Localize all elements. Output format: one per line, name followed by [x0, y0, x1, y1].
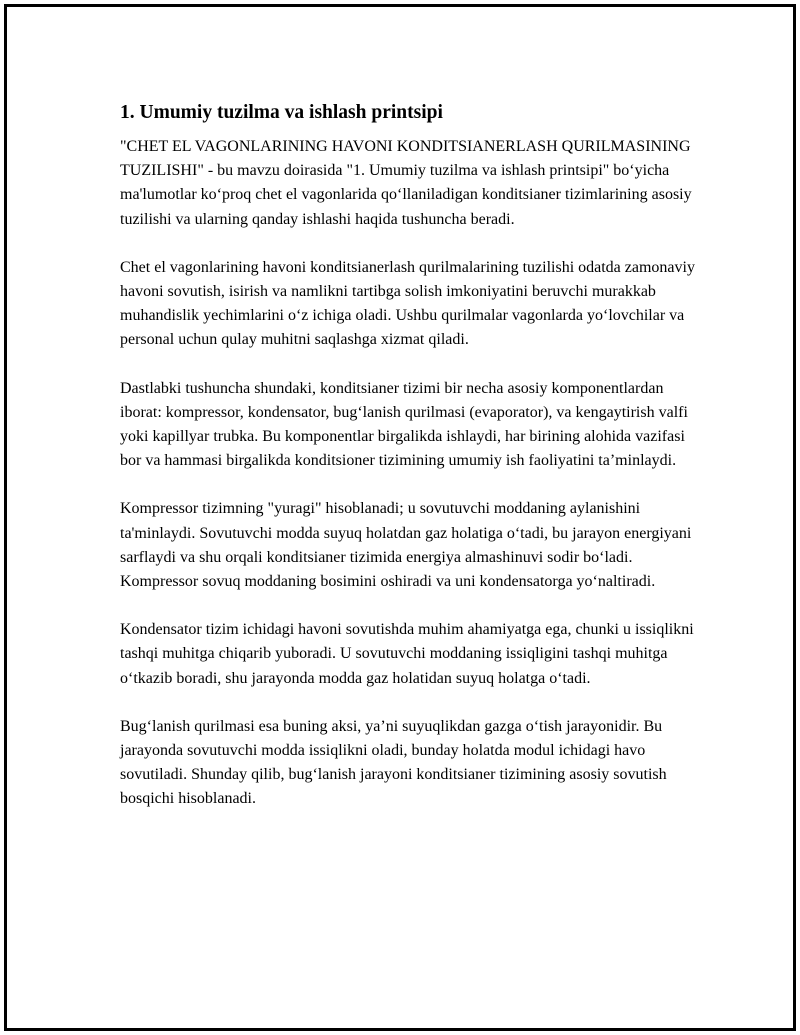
paragraph-intro: "CHET EL VAGONLARINING HAVONI KONDITSIANERLASH QURILMASINING TUZILISHI" - bu mavzu doirasida "1. Umumiy tuzilma va ishlash printsipi" bo‘yicha ma'lumotlar ko‘proq chet el vagonlarida qo‘llaniladigan konditsianer tizimlarining asosiy tuzilishi va ularning qanday ishlashi haqida tushuncha beradi. — [120, 138, 692, 228]
paragraph-structure: Chet el vagonlarining havoni konditsianerlash qurilmalarining tuzilishi odatda zamonaviy havoni sovutish, isirish va namlikni tartibga solish imkoniyatini beruvchi murakkab muhandislik yechimlarini o‘z ichiga oladi. Ushbu qurilmalar vagonlarda yo‘lovchilar va personal uchun qulay muhitni saqlashga xizmat qiladi. — [120, 258, 695, 349]
paragraph-components: Dastlabki tushuncha shundaki, konditsianer tizimi bir necha asosiy komponentlardan iborat: kompressor, kondensator, bug‘lanish qurilmasi (evaporator), va kengaytirish valfi yoki kapillyar trubka. Bu komponentlar birgalikda ishlaydi, har birining alohida vazifasi bor va hammasi birgalikda konditsioner tizimining umumiy ish faoliyatini ta’minlaydi. — [120, 379, 688, 470]
paragraph-evaporator: Bug‘lanish qurilmasi esa buning aksi, ya’ni suyuqlikdan gazga o‘tish jarayonidir. Bu jarayonda sovutuvchi modda issiqlikni oladi, bunday holatda modul ichidagi havo sovutiladi. Shunday qilib, bug‘lanish jarayoni konditsianer tizimining asosiy sovutish bosqichi hisoblanadi. — [120, 717, 667, 808]
document-body — [120, 99, 700, 836]
page-frame — [4, 4, 796, 1031]
paragraph-compressor: Kompressor tizimning "yuragi" hisoblanadi; u sovutuvchi moddaning aylanishini ta'minlaydi. Sovutuvchi modda suyuq holatdan gaz holatiga o‘tadi, bu jarayon energiyani sarflaydi va shu orqali konditsianer tizimida energiya almashinuvi sodir bo‘ladi. Kompressor sovuq moddaning bosimini oshiradi va uni kondensatorga yo‘naltiradi. — [120, 500, 692, 591]
section-heading: 1. Umumiy tuzilma va ishlash printsipi — [120, 102, 443, 123]
paragraph-condenser: Kondensator tizim ichidagi havoni sovutishda muhim ahamiyatga ega, chunki u issiqlikni tashqi muhitga chiqarib yuboradi. U sovutuvchi moddaning issiqligini tashqi muhitga o‘tkazib boradi, shu jarayonda modda gaz holatidan suyuq holatga o‘tadi. — [120, 621, 694, 687]
